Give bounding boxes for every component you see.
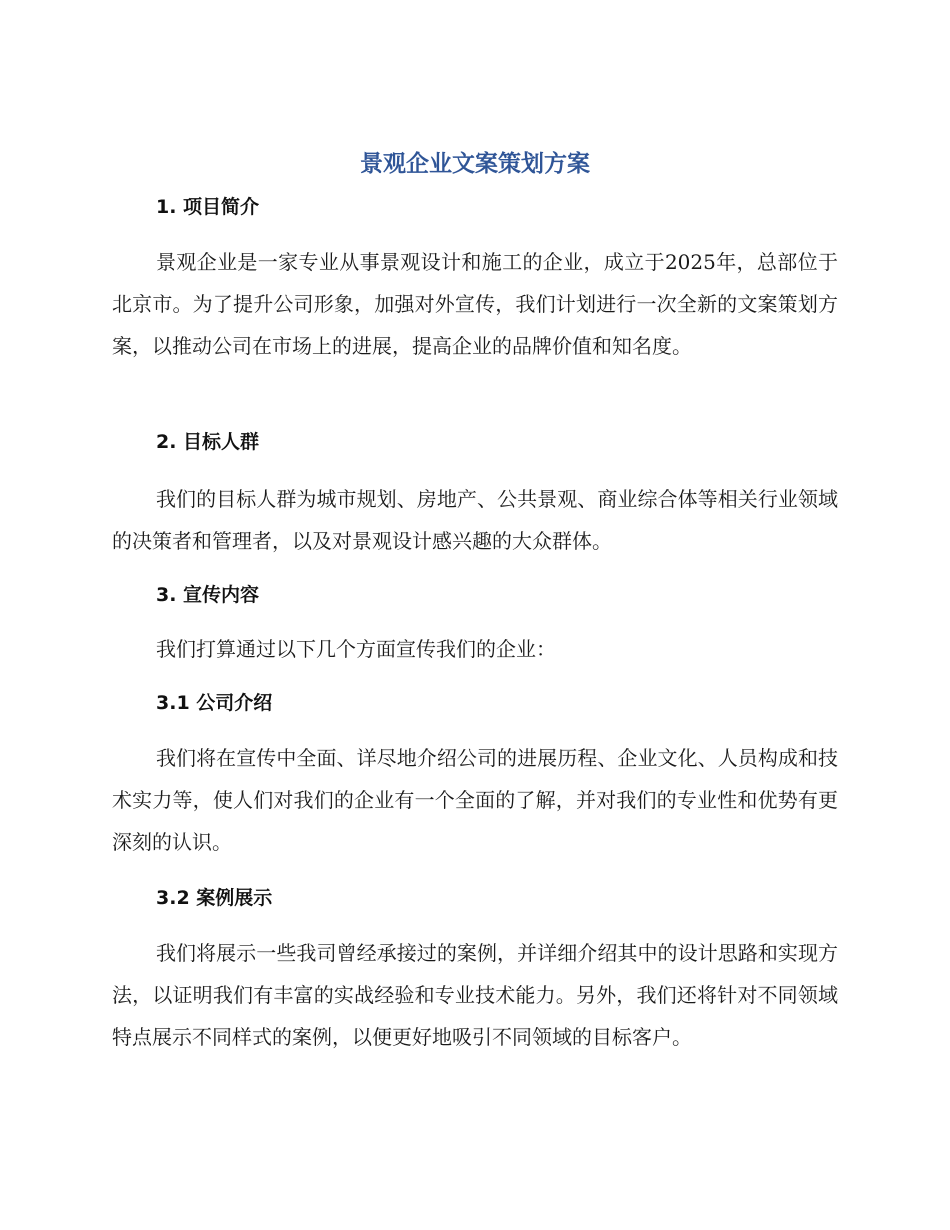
section-heading-promotion-content: 3. 宣传内容 [156, 584, 260, 606]
document-title: 景观企业文案策划方案 [360, 151, 590, 177]
section-paragraph-promotion-content: 我们打算通过以下几个方面宣传我们的企业： [156, 637, 556, 661]
section-paragraph-case-showcase: 我们将展示一些我司曾经承接过的案例，并详细介绍其中的设计思路和实现方法，以证明我们有丰富的实战经验和专业技术能力。另外，我们还将针对不同领域特点展示不同样式的案例，以便更好地吸引不同领域的目标客户。 [112, 941, 838, 1049]
section-heading-case-showcase: 3.2 案例展示 [156, 887, 273, 909]
section-heading-company-intro: 3.1 公司介绍 [156, 692, 273, 714]
section-paragraph-target-audience: 我们的目标人群为城市规划、房地产、公共景观、商业综合体等相关行业领域的决策者和管理者，以及对景观设计感兴趣的大众群体。 [112, 487, 838, 553]
section-paragraph-project-intro: 景观企业是一家专业从事景观设计和施工的企业，成立于2025年，总部位于北京市。为了提升公司形象，加强对外宣传，我们计划进行一次全新的文案策划方案，以推动公司在市场上的进展，提高企业的品牌价值和知名度。 [112, 250, 838, 358]
section-paragraph-company-intro: 我们将在宣传中全面、详尽地介绍公司的进展历程、企业文化、人员构成和技术实力等，使人们对我们的企业有一个全面的了解，并对我们的专业性和优势有更深刻的认识。 [112, 746, 838, 854]
section-heading-project-intro: 1. 项目简介 [156, 196, 260, 218]
section-heading-target-audience: 2. 目标人群 [156, 431, 260, 453]
